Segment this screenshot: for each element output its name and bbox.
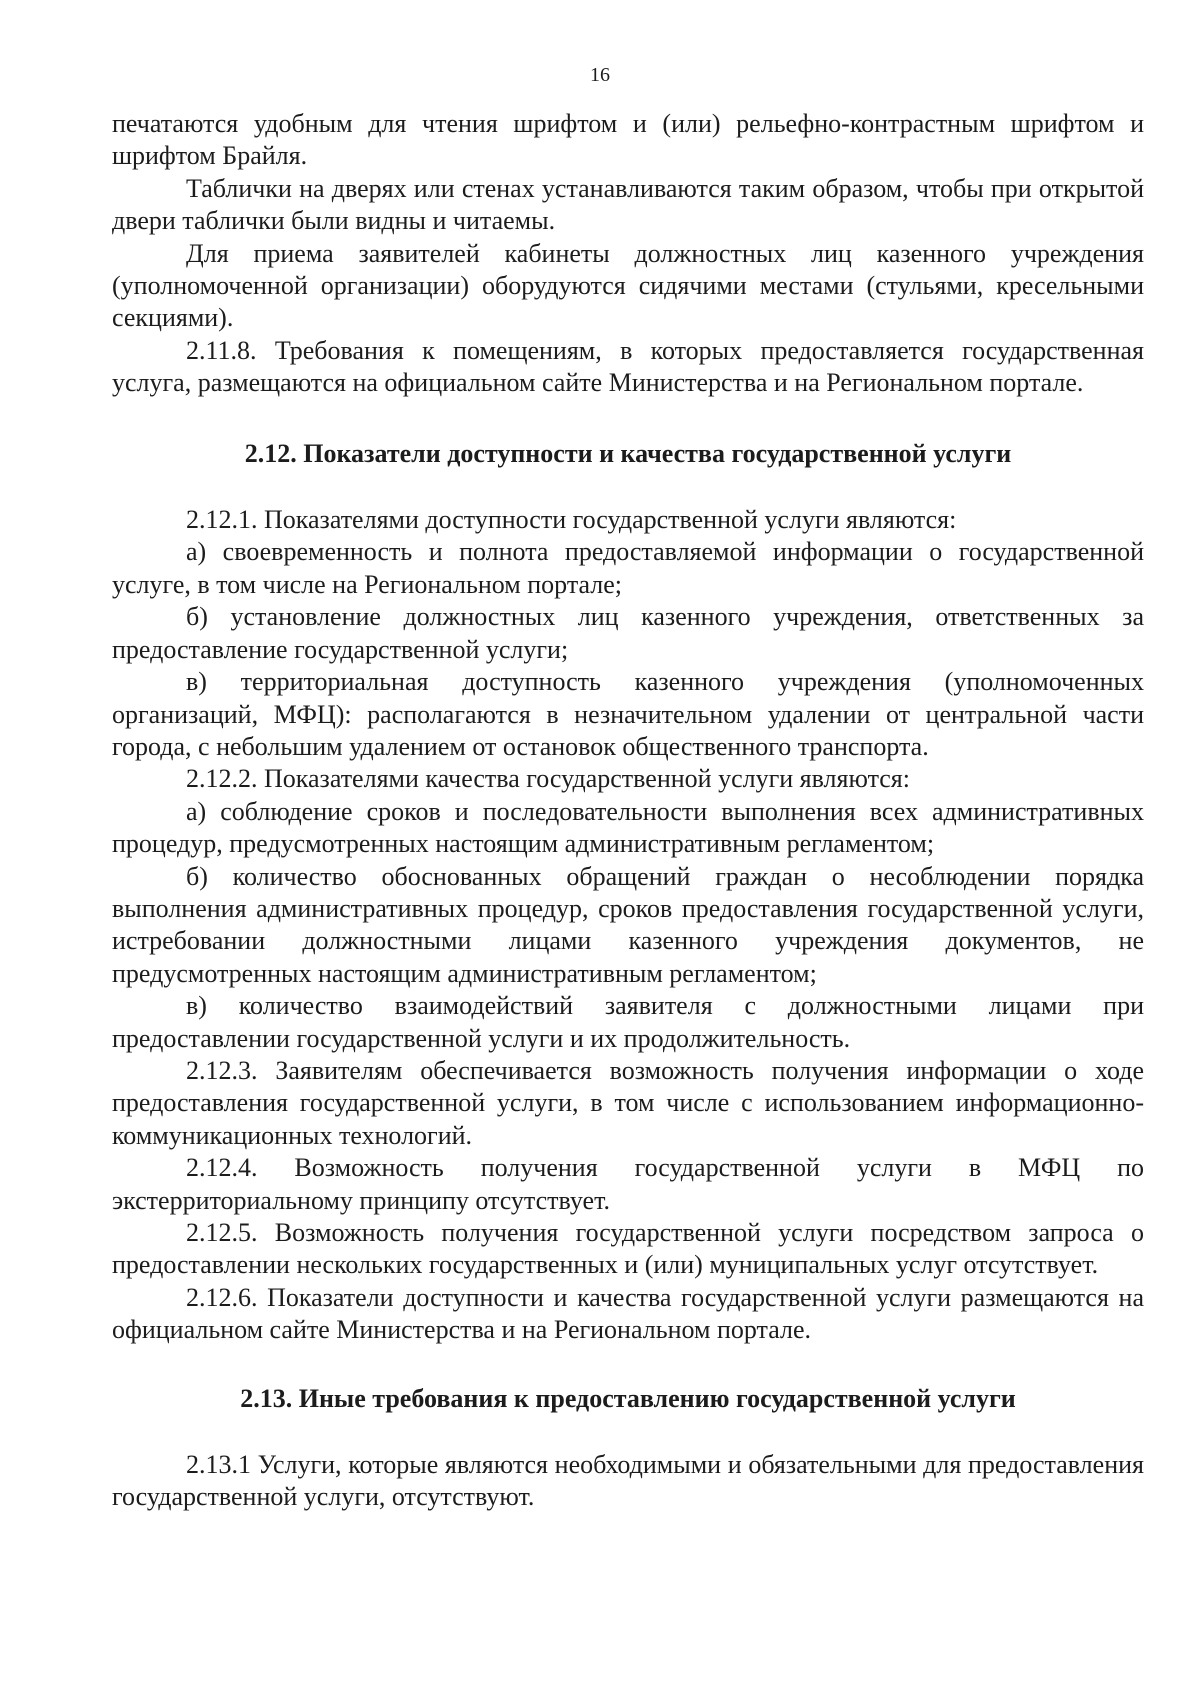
paragraph: в) территориальная доступность казенного учреждения (уполномоченных организаций, МФЦ): располагаются в незначительном удалении от центральной части города, с небольшим удалением от остановок общественного транспорта.: [112, 667, 1144, 761]
paragraph: 2.12.6. Показатели доступности и качества государственной услуги размещаются на официальном сайте Министерства и на Региональном портале.: [112, 1282, 1144, 1345]
section-heading-2-12: 2.12. Показатели доступности и качества государственной услуги: [244, 438, 1012, 468]
paragraph: 2.12.1. Показателями доступности государственной услуги являются:: [186, 505, 957, 535]
paragraph: 2.12.3. Заявителям обеспечивается возможность получения информации о ходе предоставления государственной услуги, в том числе с использованием информационно-коммуникационных технологий.: [112, 1055, 1144, 1150]
paragraph: 2.12.2. Показателями качества государственной услуги являются:: [186, 764, 910, 794]
paragraph: Таблички на дверях или стенах устанавливаются таким образом, чтобы при открытой двери таблички были видны и читаемы.: [112, 173, 1144, 236]
paragraph: б) установление должностных лиц казенного учреждения, ответственных за предоставление государственной услуги;: [112, 602, 1144, 664]
paragraph: 2.12.4. Возможность получения государственной услуги в МФЦ по экстерриториальному принципу отсутствует.: [112, 1153, 1144, 1215]
paragraph: 2.11.8. Требования к помещениям, в которых предоставляется государственная услуга, размещаются на официальном сайте Министерства и на Региональном портале.: [112, 335, 1144, 398]
page-number: 16: [590, 64, 610, 86]
paragraph: а) своевременность и полнота предоставляемой информации о государственной услуге, в том числе на Региональном портале;: [112, 537, 1144, 599]
section-heading-wrapper: [112, 438, 1144, 470]
section-heading-wrapper: [112, 1383, 1144, 1415]
paragraph: 2.13.1 Услуги, которые являются необходимыми и обязательными для предоставления государственной услуги, отсутствуют.: [112, 1450, 1144, 1512]
paragraph: а) соблюдение сроков и последовательности выполнения всех административных процедур, предусмотренных настоящим административным регламентом;: [112, 796, 1144, 859]
paragraph: 2.12.5. Возможность получения государственной услуги посредством запроса о предоставлении нескольких государственных и (или) муниципальных услуг отсутствует.: [112, 1218, 1144, 1280]
paragraph: в) количество взаимодействий заявителя с должностными лицами при предоставлении государственной услуги и их продолжительность.: [112, 991, 1144, 1053]
paragraph: Для приема заявителей кабинеты должностных лиц казенного учреждения (уполномоченной организации) оборудуются сидячими местами (стульями, кресельными секциями).: [112, 238, 1144, 333]
document-body: [112, 108, 1144, 1514]
paragraph: печатаются удобным для чтения шрифтом и (или) рельефно-контрастным шрифтом и шрифтом Брайля.: [112, 109, 1144, 171]
paragraph: б) количество обоснованных обращений граждан о несоблюдении порядка выполнения административных процедур, сроков предоставления государственной услуги, истребовании должностными лицами казенного учреждения документов, не предусмотренных настоящим административным регламентом;: [112, 861, 1144, 988]
section-heading-2-13: 2.13. Иные требования к предоставлению государственной услуги: [240, 1383, 1016, 1413]
